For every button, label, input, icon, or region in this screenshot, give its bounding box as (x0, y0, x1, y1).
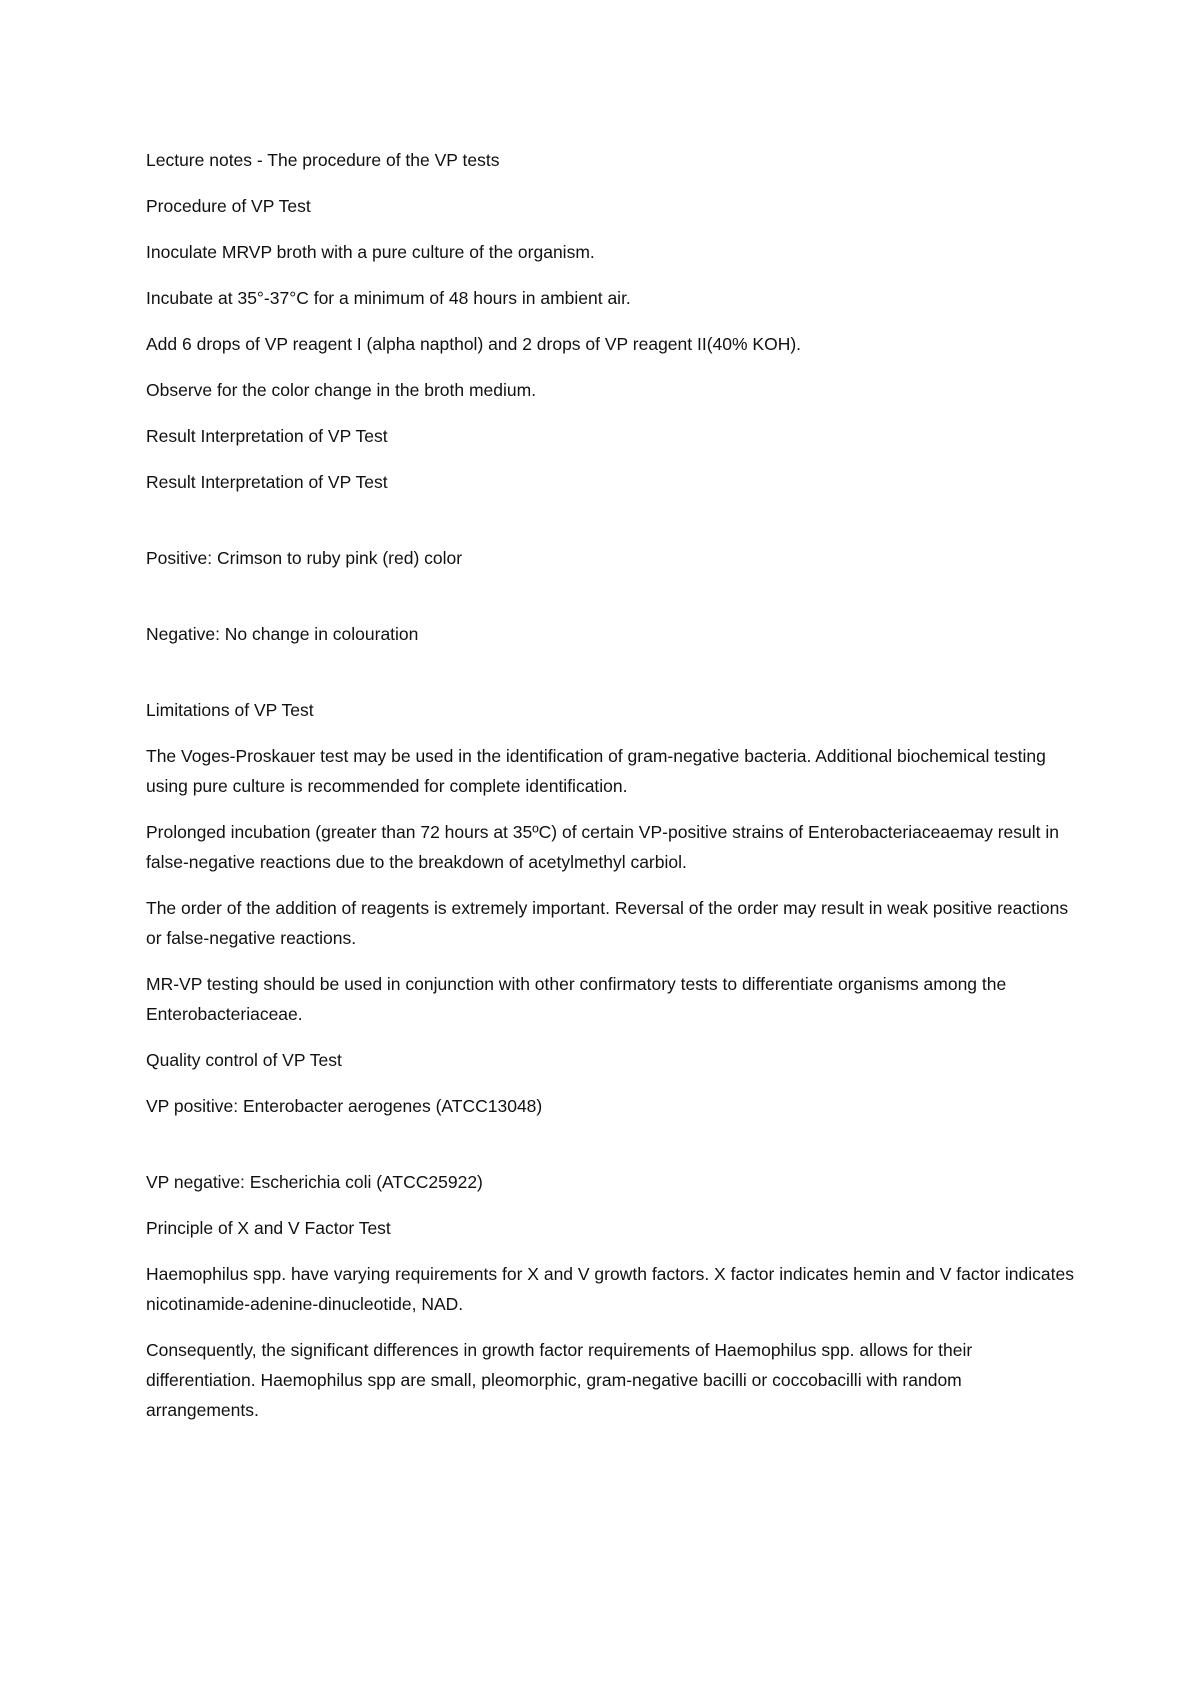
heading-x-v-factor: Principle of X and V Factor Test (146, 1218, 391, 1238)
paragraph-haemophilus-requirements: Haemophilus spp. have varying requirements for X and V growth factors. X factor indicates hemin and V factor indicates nicotinamide-adenine-dinucleotide, NAD. (146, 1264, 1074, 1314)
paragraph-positive-result: Positive: Crimson to ruby pink (red) color (146, 548, 463, 568)
paragraph-vp-positive-control: VP positive: Enterobacter aerogenes (ATCC13048) (146, 1096, 543, 1116)
paragraph-negative-result: Negative: No change in colouration (146, 624, 419, 644)
lecture-title: Lecture notes - The procedure of the VP tests (146, 150, 500, 170)
heading-procedure: Procedure of VP Test (146, 196, 311, 216)
paragraph-incubate: Incubate at 35°-37°C for a minimum of 48 hours in ambient air. (146, 288, 631, 308)
heading-quality-control: Quality control of VP Test (146, 1050, 342, 1070)
paragraph-vp-negative-control: VP negative: Escherichia coli (ATCC25922) (146, 1172, 483, 1192)
paragraph-inoculate: Inoculate MRVP broth with a pure culture of the organism. (146, 242, 595, 262)
paragraph-limitation-reagent-order: The order of the addition of reagents is extremely important. Reversal of the order may result in weak positive reactions or false-negative reactions. (146, 898, 1069, 948)
document-body (146, 145, 1076, 1441)
paragraph-limitation-confirmatory: MR-VP testing should be used in conjunction with other confirmatory tests to differentiate organisms among the Enterobacteriaceae. (146, 974, 1007, 1024)
heading-result-interpretation: Result Interpretation of VP Test (146, 426, 388, 446)
paragraph-limitation-identification: The Voges-Proskauer test may be used in the identification of gram-negative bacteria. Additional biochemical testing using pure culture is recommended for complete identification. (146, 746, 1046, 796)
heading-result-interpretation-repeat: Result Interpretation of VP Test (146, 472, 388, 492)
paragraph-observe: Observe for the color change in the broth medium. (146, 380, 537, 400)
paragraph-haemophilus-differentiation: Consequently, the significant differences in growth factor requirements of Haemophilus spp. allows for their differentiation. Haemophilus spp are small, pleomorphic, gram-negative bacilli or coccobacilli with random arrangements. (146, 1340, 973, 1420)
heading-limitations: Limitations of VP Test (146, 700, 314, 720)
paragraph-limitation-incubation: Prolonged incubation (greater than 72 hours at 35ºC) of certain VP-positive strains of Enterobacteriaceaemay result in false-negative reactions due to the breakdown of acetylmethyl carbiol. (146, 822, 1059, 872)
paragraph-add-reagents: Add 6 drops of VP reagent I (alpha napthol) and 2 drops of VP reagent II(40% KOH). (146, 334, 802, 354)
